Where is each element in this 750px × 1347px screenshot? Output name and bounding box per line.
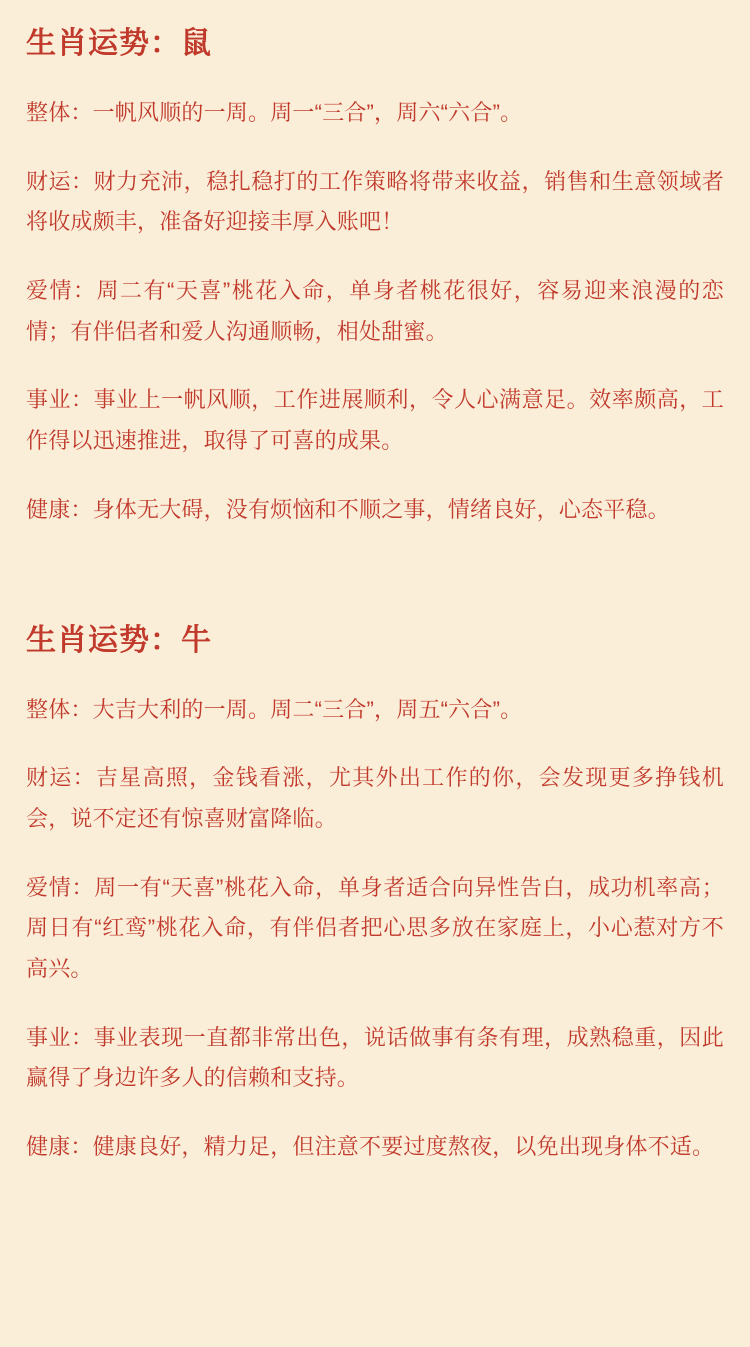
health-paragraph-ox: 健康：健康良好，精力足，但注意不要过度熬夜，以免出现身体不适。: [26, 1134, 715, 1159]
love-paragraph-ox: 爱情：周一有“天喜”桃花入命，单身者适合向异性告白，成功机率高；周日有“红鸾”桃花入命，有伴侣者把心思多放在家庭上，小心惹对方不高兴。: [26, 874, 724, 981]
career-paragraph-ox: 事业：事业表现一直都非常出色，说话做事有条有理，成熟稳重，因此赢得了身边许多人的信赖和支持。: [26, 1024, 724, 1091]
wealth-paragraph-rat: 财运：财力充沛，稳扎稳打的工作策略将带来收益，销售和生意领域者将收成颇丰，准备好迎接丰厚入账吧！: [26, 168, 724, 235]
section-title-ox: 生肖运势：牛: [26, 623, 212, 657]
section-divider-space: [26, 577, 724, 621]
wealth-paragraph-ox: 财运：吉星高照，金钱看涨，尤其外出工作的你，会发现更多挣钱机会，说不定还有惊喜财富降临。: [26, 765, 724, 831]
love-paragraph-rat: 爱情：周二有“天喜”桃花入命，单身者桃花很好，容易迎来浪漫的恋情；有伴侣者和爱人沟通顺畅，相处甜蜜。: [26, 278, 724, 344]
overall-paragraph-ox: 整体：大吉大利的一周。周二“三合”，周五“六合”。: [26, 696, 523, 722]
zodiac-section-ox: [26, 621, 724, 1168]
health-paragraph-rat: 健康：身体无大碍，没有烦恼和不顺之事，情绪良好，心态平稳。: [26, 496, 670, 522]
zodiac-section-rat: [26, 24, 724, 531]
section-title-rat: 生肖运势：鼠: [26, 27, 212, 60]
overall-paragraph-rat: 整体：一帆风顺的一周。周一“三合”，周六“六合”。: [26, 100, 523, 125]
career-paragraph-rat: 事业：事业上一帆风顺，工作进展顺利，令人心满意足。效率颇高，工作得以迅速推进，取得了可喜的成果。: [26, 387, 724, 454]
